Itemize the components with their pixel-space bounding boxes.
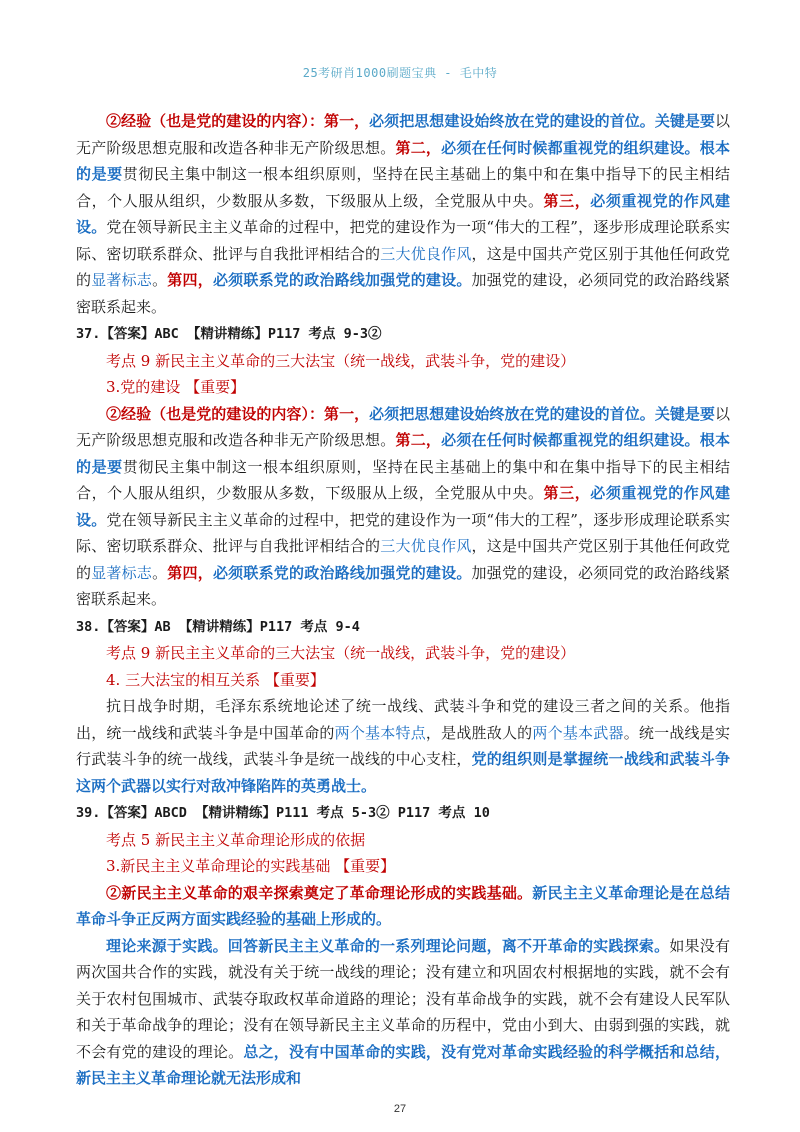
text-run: 党的组织则是掌握统一战线和武装斗争这两个武器以实行对敌冲锋陷阵的英勇战士。 [76, 750, 730, 795]
text-run: 第三， [543, 191, 591, 210]
paragraph [76, 827, 730, 854]
text-run: ②经验（也是党的建设的内容）：第一， [106, 112, 370, 130]
text-run: 以无产阶级思想克服和改造各种非无产阶级思想。 [76, 404, 730, 449]
paragraph [76, 640, 730, 667]
text-run: 加强党的建设，必须同党的政治路线紧密联系起来。 [76, 563, 730, 608]
running-header: 25考研肖1000刷题宝典 - 毛中特 [302, 66, 498, 80]
text-run: 党在领导新民主主义革命的过程中，把党的建设作为一项“伟大的工程”，逐步形成理论联系实际、密切联系群众、批评与自我批评相结合的 [76, 218, 730, 263]
paragraph [76, 348, 730, 375]
paragraph [76, 933, 730, 1092]
text-run: ，是战胜敌人的 [425, 723, 533, 742]
text-run: 考点 9 新民主主义革命的三大法宝（统一战线，武装斗争，党的建设） [106, 644, 576, 662]
text-run: 两个基本武器 [532, 723, 624, 742]
text-run: 两个基本特点 [334, 723, 426, 742]
paragraph [76, 880, 730, 933]
text-run: 第四， [167, 271, 213, 289]
paragraph [76, 108, 730, 320]
text-run: 显著标志 [91, 271, 153, 289]
paragraph [76, 667, 730, 694]
text-run: 39.【答案】ABCD 【精讲精练】P111 考点 5-3② P117 考点 10 [76, 805, 490, 821]
text-run: 党在领导新民主主义革命的过程中，把党的建设作为一项“伟大的工程”，逐步形成理论联系实际、密切联系群众、批评与自我批评相结合的 [76, 510, 730, 555]
text-run: ，这是中国共产党区别于其他任何政党的 [76, 244, 730, 289]
text-run: 抗日战争时期，毛泽东系统地论述了统一战线、武装斗争和党的建设三者之间的关系。他指出，统一战线和武装斗争是中国革命的 [76, 697, 730, 742]
text-run: 必须重视党的作风建设。 [76, 484, 730, 529]
text-run: 必须联系党的政治路线加强党的建设。 [212, 563, 472, 582]
text-run: 38.【答案】AB 【精讲精练】P117 考点 9-4 [76, 618, 360, 635]
text-run: 三大优良作风 [380, 244, 472, 263]
text-run: 考点 5 新民主主义革命理论形成的依据 [106, 830, 366, 849]
text-run: 新民主主义革命理论是在总结革命斗争正反两方面实践经验的基础上形成的。 [76, 883, 730, 928]
text-run: 三大优良作风 [380, 537, 472, 555]
text-run: 。 [152, 563, 168, 582]
text-run: 37.【答案】ABC 【精讲精练】P117 考点 9-3② [76, 326, 382, 342]
text-run: 3.新民主主义革命理论的实践基础 【重要】 [106, 857, 396, 875]
page-number: 27 [393, 1103, 407, 1115]
text-run: 理论来源于实践。回答新民主主义革命的一系列理论问题，离不开革命的实践探索。 [106, 936, 670, 955]
text-run: 第三， [543, 484, 591, 502]
paragraph [76, 693, 730, 799]
text-run: ②新民主主义革命的艰辛探索奠定了革命理论形成的实践基础。 [106, 883, 533, 902]
text-run: 3.党的建设 【重要】 [106, 378, 246, 396]
text-run: 必须在任何时候都重视党的组织建设。根本的是要 [76, 431, 730, 476]
text-run: 第二， [395, 431, 442, 449]
text-run: 必须把思想建设始终放在党的建设的首位。关键是要 [369, 112, 715, 130]
text-run: 加强党的建设，必须同党的政治路线紧密联系起来。 [76, 271, 730, 316]
paragraph [76, 613, 730, 641]
text-run: ②经验（也是党的建设的内容）：第一， [106, 404, 370, 423]
paragraph [76, 320, 730, 348]
text-run: 第二， [395, 138, 442, 157]
text-run: 总之，没有中国革命的实践，没有党对革命实践经验的科学概括和总结，新民主主义革命理论就无法形成和 [76, 1042, 730, 1087]
paragraph [76, 401, 730, 613]
page-body [76, 108, 730, 1092]
text-run: 。统一战线是实行武装斗争的统一战线，武装斗争是统一战线的中心支柱， [76, 723, 730, 768]
text-run: 以无产阶级思想克服和改造各种非无产阶级思想。 [76, 112, 730, 157]
text-run: 必须重视党的作风建设。 [76, 191, 730, 236]
text-run: 贯彻民主集中制这一根本组织原则，坚持在民主基础上的集中和在集中指导下的民主相结合，个人服从组织，少数服从多数，下级服从上级，全党服从中央。 [76, 165, 730, 210]
text-run: ，这是中国共产党区别于其他任何政党的 [76, 537, 730, 582]
text-run: 必须把思想建设始终放在党的建设的首位。关键是要 [369, 404, 715, 423]
text-run: 。 [152, 271, 168, 289]
text-run: 必须在任何时候都重视党的组织建设。根本的是要 [76, 138, 730, 183]
text-run: 如果没有两次国共合作的实践，就没有关于统一战线的理论；没有建立和巩固农村根据地的实践，就不会有关于农村包围城市、武装夺取政权革命道路的理论；没有革命战争的实践，就不会有建设人民军队和关于革命战争的理论；没有在领导新民主主义革命的历程中，党由小到大、由弱到强的实践，就不会有党的建设的理论。 [76, 936, 730, 1061]
text-run: 4. 三大法宝的相互关系 【重要】 [106, 670, 325, 689]
text-run: 显著标志 [91, 563, 153, 582]
text-run: 考点 9 新民主主义革命的三大法宝（统一战线，武装斗争，党的建设） [106, 351, 576, 370]
paragraph [76, 853, 730, 880]
paragraph [76, 799, 730, 827]
text-run: 第四， [167, 563, 213, 582]
text-run: 贯彻民主集中制这一根本组织原则，坚持在民主基础上的集中和在集中指导下的民主相结合，个人服从组织，少数服从多数，下级服从上级，全党服从中央。 [76, 457, 730, 502]
paragraph [76, 374, 730, 401]
text-run: 必须联系党的政治路线加强党的建设。 [212, 271, 472, 289]
